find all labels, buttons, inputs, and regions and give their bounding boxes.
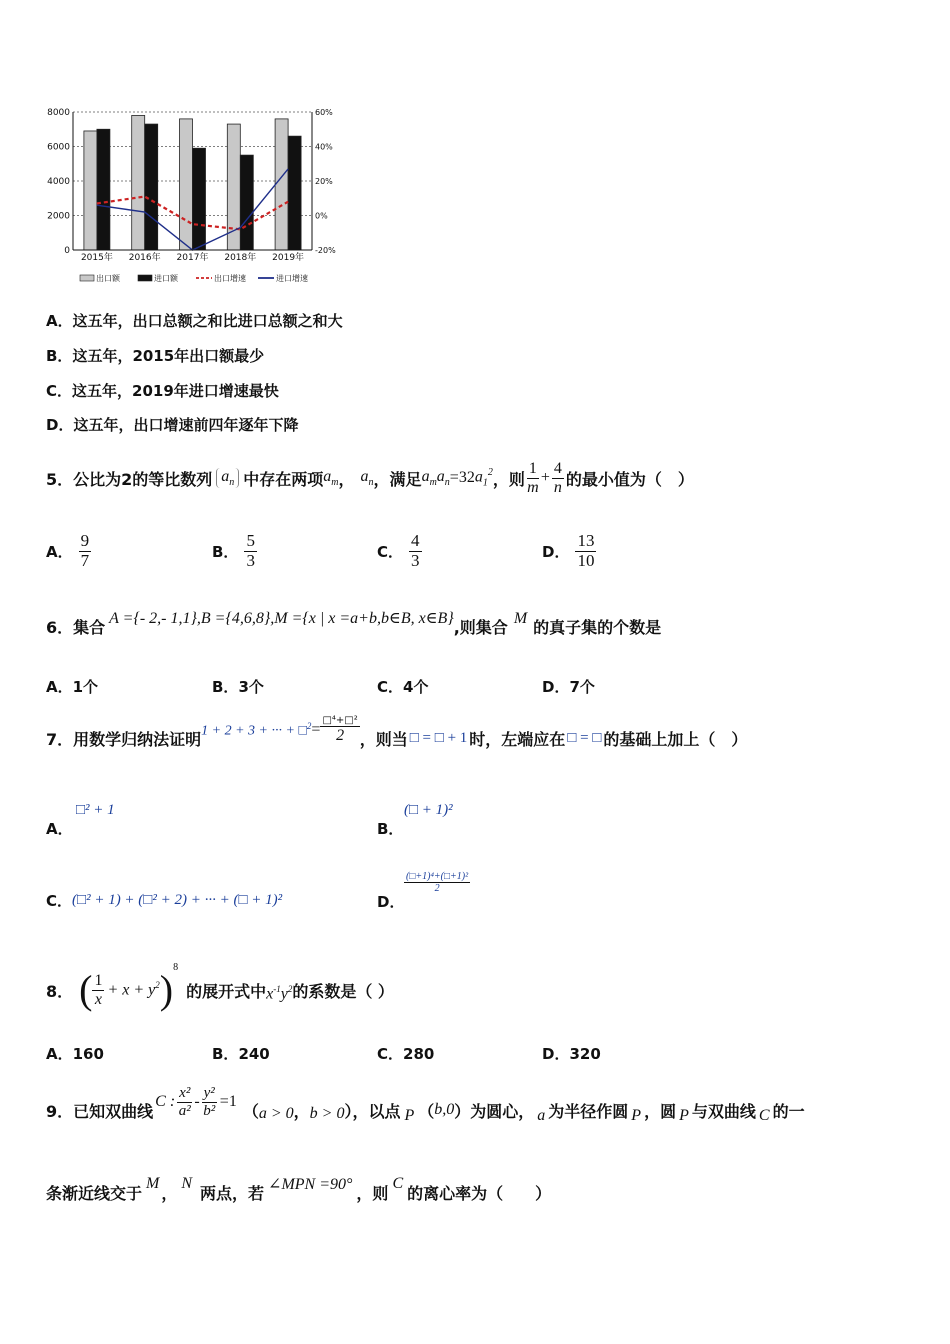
bar-出口额	[180, 119, 193, 250]
q5-option-b: B． 5 3	[212, 531, 255, 570]
bar-出口额	[132, 115, 145, 250]
bar-进口额	[97, 129, 110, 250]
question-8: 8． ( 1 x + $x + y^2$ ) $^8$ 的展开式中 $x^{-1}y^2$ 的系数是（ ）	[46, 962, 394, 1012]
y2-tick-label: 60%	[315, 108, 333, 117]
q7-option-a-label: A．	[46, 820, 73, 838]
legend-label: 进口额	[154, 274, 178, 283]
bar-出口额	[275, 119, 288, 250]
q6-option-a: A．1个	[46, 678, 99, 696]
x-tick-label: 2015年	[80, 253, 113, 263]
y2-tick-label: 20%	[315, 177, 333, 186]
bar-进口额	[145, 124, 158, 250]
q6-option-d: D．7个	[542, 678, 595, 696]
question-9-line-1: 9． 已知双曲线 C : x² a² - $\frac{\text{y²}}{\text{b²}}$ =1 （ a > 0 ， b > 0 ），以点 P （ b,0 ）为圆心， a 为半径作圆 P ，圆 P 与双曲线 C 的一	[46, 1085, 805, 1124]
legend-swatch	[80, 275, 94, 281]
q7-option-d: $\frac{\text{(□+1)⁴+(□+1)²}}{2}$	[406, 871, 469, 894]
y2-tick-label: -20%	[315, 246, 336, 255]
x-tick-label: 2016年	[128, 253, 161, 263]
y2-tick-label: 40%	[315, 142, 333, 152]
q4-option-d: D．这五年，出口增速前四年逐年下降	[46, 416, 299, 434]
trade-chart	[40, 100, 350, 300]
x-tick-label: 2017年	[176, 253, 209, 263]
y2-tick-label: 0%	[315, 211, 328, 221]
question-5: 5． 公比为2的等比数列 $a_n$ 中存在两项 $a_m$ ， $a_n$ ，满足 $a_ma_n$ =32 $a_1^2$ ，则 1 m + $\frac{4}{n}$ 的最小值为（ ）	[46, 459, 694, 496]
q8-option-b: B．240	[212, 1045, 270, 1063]
q7-option-b: (□ + 1)²	[404, 802, 453, 818]
q8-option-d: D．320	[542, 1045, 601, 1063]
q7-option-d-label: D．	[377, 893, 405, 911]
q5-option-a: A． 9 7	[46, 531, 90, 570]
bar-出口额	[84, 131, 97, 250]
legend-label: 出口额	[96, 274, 120, 283]
q5-option-c: C． 4 3	[377, 531, 420, 570]
legend-label: 出口增速	[214, 274, 246, 283]
q5-option-d: D． 13 10	[542, 531, 595, 570]
question-6: 6． 集合 A ={- 2,- 1,1},B ={4,6,8},M ={x | x =a+b,b∈B, x∈B} ,则集合 M 的真子集的个数是	[46, 609, 662, 637]
q7-option-b-label: B．	[377, 820, 404, 838]
y-tick-label: 2000	[47, 211, 70, 222]
q8-option-c: C．280	[377, 1045, 435, 1063]
bar-进口额	[193, 148, 206, 250]
q7-option-a: □² + 1	[76, 802, 115, 818]
q4-option-b: B．这五年，2015年出口额最少	[46, 347, 265, 365]
q8-option-a: A．160	[46, 1045, 104, 1063]
y-tick-label: 0	[64, 246, 70, 256]
q7-option-c: C． (□² + 1) + (□² + 2) + ··· + (□ + 1)²	[46, 892, 283, 910]
legend-label: 进口增速	[276, 274, 308, 283]
y-tick-label: 6000	[47, 142, 70, 153]
bar-进口额	[288, 136, 301, 250]
y-tick-label: 4000	[47, 177, 70, 187]
legend-swatch	[138, 275, 152, 281]
question-9-line-2: 条渐近线交于 M ， N 两点，若 ∠MPN =90° ，则 C 的离心率为（ ）	[46, 1175, 552, 1203]
q4-option-a: A．这五年，出口总额之和比进口总额之和大	[46, 312, 343, 330]
q6-option-b: B．3个	[212, 678, 264, 696]
question-7: 7． 用数学归纳法证明 1 + 2 + 3 + ··· + □$^2$ = □⁴+□² 2 ，则当 □ = □ + 1 时，左端应在 □ = □ 的基础上加上（ ）	[46, 715, 748, 749]
x-tick-label: 2018年	[224, 253, 257, 263]
x-tick-label: 2019年	[272, 253, 305, 263]
y-tick-label: 8000	[47, 108, 70, 118]
bar-进口额	[240, 155, 253, 250]
q4-option-c: C．这五年，2019年进口增速最快	[46, 382, 279, 400]
q6-option-c: C．4个	[377, 678, 429, 696]
